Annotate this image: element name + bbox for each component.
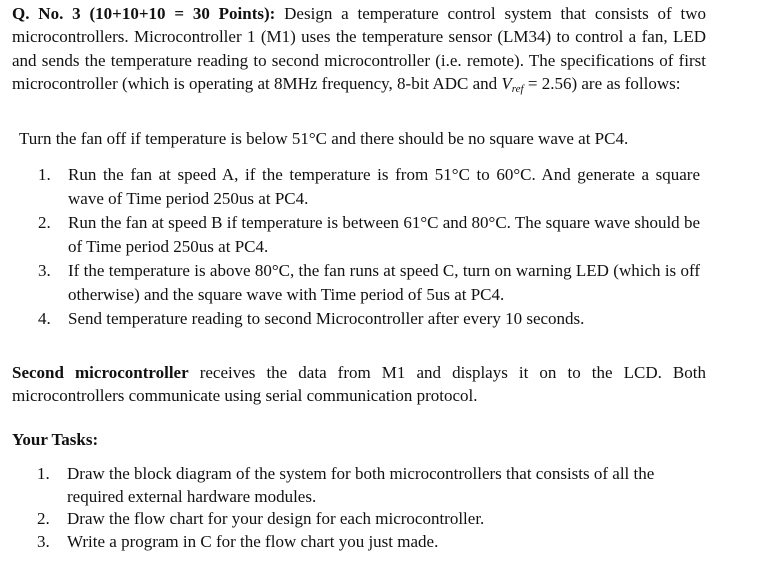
task-number: 3. — [37, 531, 50, 551]
rule-number: 2. — [38, 213, 51, 232]
second-microcontroller-label: Second microcontroller — [12, 363, 189, 382]
question-heading: Q. No. 3 (10+10+10 = 30 Points): — [12, 4, 276, 23]
task-number: 1. — [37, 464, 50, 483]
rule-number: 1. — [38, 165, 51, 184]
rule-number: 3. — [38, 261, 51, 280]
rules-list — [38, 163, 700, 331]
rule-item — [38, 307, 700, 331]
question-paragraph — [12, 2, 706, 102]
tasks-heading: Your Tasks: — [12, 430, 99, 449]
rule-item — [38, 259, 700, 307]
rule-text: Run the fan at speed B if temperature is between 61°C and 80°C. The square wave should be of Time period 250us at PC4. — [68, 213, 700, 256]
task-text: Write a program in C for the flow chart you just made. — [67, 531, 439, 551]
rule-item — [38, 163, 700, 211]
vref-subscript: ref — [511, 83, 524, 96]
tasks-list — [37, 463, 700, 553]
rule-text: If the temperature is above 80°C, the fan runs at speed C, turn on warning LED (which is off otherwise) and the square wave with Time period of 5us at PC4. — [68, 261, 700, 304]
second-microcontroller-text: receives the data from M1 and displays it on to the LCD. Both microcontrollers communicate using serial communication protocol. — [12, 363, 706, 405]
task-item — [37, 531, 700, 554]
task-text: Draw the flow chart for your design for each microcontroller. — [67, 509, 485, 528]
second-microcontroller-paragraph — [12, 361, 706, 407]
task-number: 2. — [37, 509, 50, 528]
task-item — [37, 508, 700, 531]
vref-symbol: V — [501, 74, 512, 94]
rule-item — [38, 211, 700, 259]
task-item — [37, 463, 700, 508]
task-text: Draw the block diagram of the system for both microcontrollers that consists of all the required external hardware modules. — [67, 464, 655, 506]
intro-line: Turn the fan off if temperature is below 51°C and there should be no square wave at PC4. — [19, 129, 629, 148]
rule-text: Run the fan at speed A, if the temperature is from 51°C to 60°C. And generate a square wave of Time period 250us at PC4. — [68, 165, 700, 208]
rule-text: Send temperature reading to second Microcontroller after every 10 seconds. — [68, 309, 585, 328]
question-body-part-b: = 2.56) are as follows: — [523, 74, 681, 94]
rule-number: 4. — [38, 309, 51, 328]
question-body-part-a: Design a temperature control system that consists of two microcontrollers. Microcontroller 1 (M1) uses the temperature sensor (LM34) to control a fan, LED and sends the temperature reading to second microcontroller (i.e. remote). The specifications of first microcontroller (which is operating at 8MHz frequency, 8-bit ADC and — [12, 4, 706, 94]
